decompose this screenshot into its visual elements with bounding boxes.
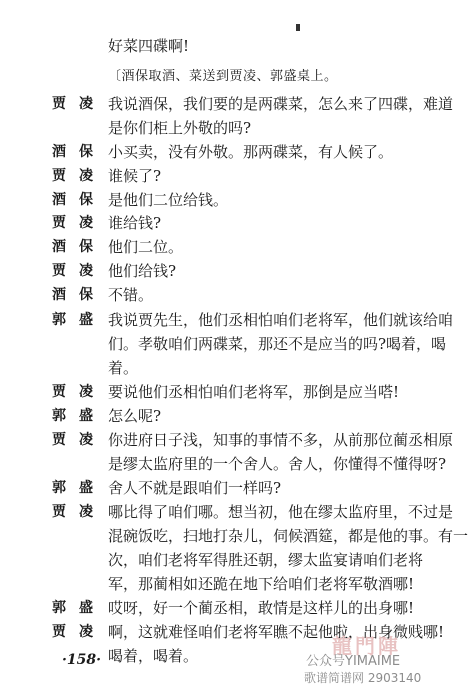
dialogue-line: 要说他们丞相怕咱们老将军，那倒是应当嗒! [108, 383, 400, 401]
dialogue-line: 着。 [108, 359, 139, 377]
page-number: ·158· [62, 652, 101, 668]
dialogue-line: 混碗饭吃，扫地打杂儿，伺候酒筵，都是他的事。有一 [108, 527, 469, 545]
speaker-name: 贾凌 [52, 624, 106, 640]
dialogue-line: 他们给钱? [108, 262, 177, 280]
dialogue-line: 不错。 [108, 286, 154, 304]
speaker-name: 郭盛 [52, 600, 106, 616]
speaker-name: 贾凌 [52, 96, 106, 112]
dialogue-line: 他们二位。 [108, 238, 184, 256]
dialogue-line: 我说贾先生，他们丞相怕咱们老将军，他们就该给咱 [108, 311, 454, 329]
dialogue-line: 们。孝敬咱们两碟菜，那还不是应当的吗?喝着，喝 [108, 335, 447, 353]
dialogue-line: 次，咱们老将军得胜还朝，缪太监宴请咱们老将 [108, 551, 424, 569]
speaker-name: 贾凌 [52, 168, 106, 184]
dialogue-line: 军，那蔺相如还跪在地下给咱们老将军敬酒哪! [108, 575, 415, 593]
dialogue-line: 哪比得了咱们哪。想当初，他在缪太监府里，不过是 [108, 503, 454, 521]
dialogue-line: 小买卖，没有外敬。那两碟菜，有人候了。 [108, 143, 394, 161]
speaker-name: 郭盛 [52, 408, 106, 424]
dialogue-line: 哎呀，好一个蔺丞相，敢情是这样儿的出身哪! [108, 599, 415, 617]
watermark-logo: 龍門陣 [332, 634, 401, 658]
watermark-line-2: 歌谱简谱网 2903140 [304, 671, 422, 685]
speaker-name: 酒保 [52, 239, 106, 255]
speaker-name: 酒保 [52, 192, 106, 208]
speaker-name: 酒保 [52, 287, 106, 303]
speaker-name: 郭盛 [52, 480, 106, 496]
top-mark [296, 24, 300, 31]
dialogue-line: 你进府日子浅，知事的事情不多，从前那位蔺丞相原 [108, 431, 454, 449]
speaker-name: 贾凌 [52, 504, 106, 520]
speaker-name: 贾凌 [52, 432, 106, 448]
dialogue-line: 喝着，喝着。 [108, 647, 199, 665]
dialogue-line: 谁候了? [108, 167, 162, 185]
dialogue-line: 怎么呢? [108, 407, 162, 425]
watermark-line-1: 公众号YIMAIME [306, 654, 401, 669]
dialogue-line: 是他们二位给钱。 [108, 191, 229, 209]
speaker-name: 贾凌 [52, 215, 106, 231]
speaker-name: 贾凌 [52, 384, 106, 400]
dialogue-line: 我说酒保，我们要的是两碟菜，怎么来了四碟，难道 [108, 95, 454, 113]
dialogue-line: 好菜四碟啊! [108, 37, 190, 55]
dialogue-line: 啊，这就难怪咱们老将军瞧不起他啦，出身微贱哪! [108, 623, 445, 641]
dialogue-line: 谁给钱? [108, 214, 162, 232]
speaker-name: 郭盛 [52, 312, 106, 328]
speaker-name: 贾凌 [52, 263, 106, 279]
stage-direction: 〔酒保取酒、菜送到贾凌、郭盛桌上。 [108, 69, 338, 84]
dialogue-line: 是你们柜上外敬的吗? [108, 119, 252, 137]
dialogue-line: 舍人不就是跟咱们一样吗? [108, 479, 282, 497]
speaker-name: 酒保 [52, 144, 106, 160]
dialogue-line: 是缪太监府里的一个舍人。舍人，你懂得不懂得呀? [108, 455, 447, 473]
